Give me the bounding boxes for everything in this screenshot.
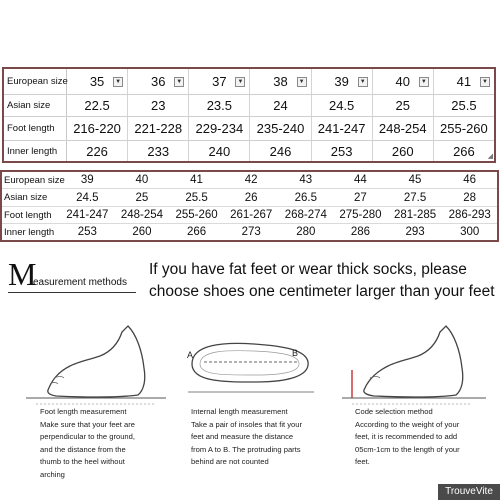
caption-line: According to the weight of your [355, 419, 460, 429]
t1-cell: 246 [250, 141, 311, 161]
t2-cell: 255-260 [175, 209, 218, 221]
t1-cell: 235-240 [250, 117, 311, 140]
size-table-2 [0, 170, 499, 242]
t1-cell: 216-220 [67, 117, 128, 140]
point-b-label: B [292, 348, 299, 358]
t2-cell: 26.5 [294, 191, 317, 204]
t1-cell: 41 ▼ [434, 69, 494, 94]
t1-label: Inner length [4, 141, 67, 161]
caption-line: feet. [355, 457, 370, 466]
dropdown-arrow-icon[interactable]: ▼ [419, 77, 429, 87]
watermark: TrouveVite [438, 484, 500, 500]
size-advice-text: If you have fat feet or wear thick socks, please choose shoes one centimeter larger than your feet [149, 261, 495, 300]
dropdown-arrow-icon[interactable]: ▼ [358, 77, 368, 87]
caption-title: Foot length measurement [40, 407, 127, 416]
t2-row-asian [2, 189, 497, 207]
t1-cell: 253 [312, 141, 373, 161]
t1-cell: 23.5 [189, 95, 250, 116]
t2-cell: 273 [241, 226, 261, 238]
t2-cell: 25.5 [185, 191, 208, 204]
t2-cell: 42 [244, 174, 258, 186]
t2-cell: 286 [350, 226, 371, 238]
code-selection-illustration [338, 320, 488, 405]
t2-cell: 281-285 [393, 209, 437, 221]
t2-cell: 28 [463, 191, 477, 204]
t2-cell: 27 [354, 191, 367, 204]
caption-internal-length [191, 406, 341, 469]
caption-line: behind are not counted [191, 457, 269, 466]
t1-cell: 40 ▼ [373, 69, 434, 94]
t1-label: Foot length [4, 117, 67, 140]
t1-cell: 35 ▼ [67, 69, 128, 94]
t2-cell: 24.5 [76, 191, 99, 204]
t1-row-european [4, 69, 494, 95]
t1-cell: 24.5 [312, 95, 373, 116]
dropdown-arrow-icon[interactable]: ▼ [297, 77, 307, 87]
t2-cell: 45 [408, 174, 422, 186]
t1-cell: 24 [250, 95, 311, 116]
t1-row-inner-length [4, 141, 494, 161]
t1-cell: 226 [67, 141, 128, 161]
t1-cell: 233 [128, 141, 189, 161]
t2-cell: 41 [190, 174, 203, 186]
t1-cell: 36 ▼ [128, 69, 189, 94]
caption-title: Code selection method [355, 407, 433, 416]
dropdown-arrow-icon[interactable]: ▼ [174, 77, 184, 87]
t1-cell: 25 [373, 95, 434, 116]
caption-line: and the distance from the [40, 444, 126, 454]
t1-row-foot-length [4, 117, 494, 141]
caption-line: from A to B. The protruding parts [191, 444, 301, 454]
t2-cell: 293 [405, 226, 425, 238]
t1-cell: 255-260 [440, 121, 488, 136]
t2-cell: 27.5 [403, 191, 427, 204]
t1-cell: 241-247 [312, 117, 373, 140]
dropdown-arrow-icon[interactable]: ▼ [480, 77, 490, 87]
t2-cell: 25 [135, 191, 149, 204]
t1-cell: 38 ▼ [250, 69, 311, 94]
t1-cell: 229-234 [189, 117, 250, 140]
t1-cell: 266 [453, 143, 475, 159]
caption-line: thumb to the heel without [40, 457, 125, 466]
t2-label: Asian size [4, 192, 48, 203]
t1-cell: 25.5 [451, 98, 477, 113]
caption-line: feet, it is recommended to add [355, 432, 458, 441]
t2-cell: 39 [80, 174, 94, 186]
caption-line: 05cm-1cm to the length of your [355, 444, 460, 454]
t1-cell: 221-228 [128, 117, 189, 140]
point-a-label: A [187, 350, 194, 360]
dropdown-arrow-icon[interactable]: ▼ [113, 77, 123, 87]
foot-length-illustration [18, 320, 168, 405]
t2-cell: 280 [296, 226, 316, 238]
caption-line: Make sure that your feet are [40, 419, 135, 429]
t2-row-european [2, 172, 497, 189]
t2-cell: 46 [463, 174, 477, 186]
t2-cell: 40 [135, 174, 149, 186]
methods-heading: easurement methods [33, 277, 127, 288]
t2-cell: 261-267 [230, 209, 273, 221]
t1-cell: 23 [128, 95, 189, 116]
t2-cell: 286-293 [448, 209, 491, 221]
caption-foot-length [40, 406, 180, 481]
t2-cell: 268-274 [284, 209, 327, 221]
methods-underline [8, 292, 136, 293]
t2-cell: 44 [354, 174, 367, 186]
t1-label: European size [4, 69, 67, 94]
t2-cell: 253 [77, 226, 97, 238]
t2-row-foot-length [2, 207, 497, 224]
t1-cell: 240 [189, 141, 250, 161]
t2-cell: 266 [186, 226, 207, 238]
t1-cell: 260 [373, 141, 434, 161]
t1-cell: 248-254 [373, 117, 434, 140]
size-table-1 [2, 67, 496, 163]
t2-cell: 248-254 [120, 209, 164, 221]
t2-label: Foot length [4, 209, 52, 221]
t2-label: Inner length [4, 226, 55, 238]
insole-illustration [184, 320, 319, 405]
t1-cell: 37 ▼ [189, 69, 250, 94]
t2-cell: 260 [132, 226, 152, 238]
t2-cell: 300 [460, 226, 480, 238]
t2-cell: 241-247 [66, 209, 109, 221]
t1-cell: 22.5 [67, 95, 128, 116]
caption-code-selection [355, 406, 497, 469]
caption-line: Take a pair of insoles that fit your [191, 419, 303, 429]
t1-cell: 39 ▼ [312, 69, 373, 94]
caption-line: feet and measure the distance [191, 432, 294, 441]
methods-heading-initial: M [8, 256, 37, 292]
dropdown-arrow-icon[interactable]: ▼ [235, 77, 245, 87]
t2-cell: 43 [299, 174, 313, 186]
t2-cell: 275-280 [339, 209, 382, 221]
caption-title: Internal length measurement [191, 407, 288, 416]
t2-label: European size [4, 174, 65, 186]
caption-line: arching [40, 469, 65, 479]
t2-row-inner-length [2, 224, 497, 240]
t1-label: Asian size [4, 95, 67, 116]
resize-handle-icon[interactable]: ◢ [487, 153, 493, 160]
caption-line: perpendicular to the ground, [40, 432, 135, 441]
t2-cell: 26 [244, 191, 258, 204]
t1-row-asian [4, 95, 494, 117]
